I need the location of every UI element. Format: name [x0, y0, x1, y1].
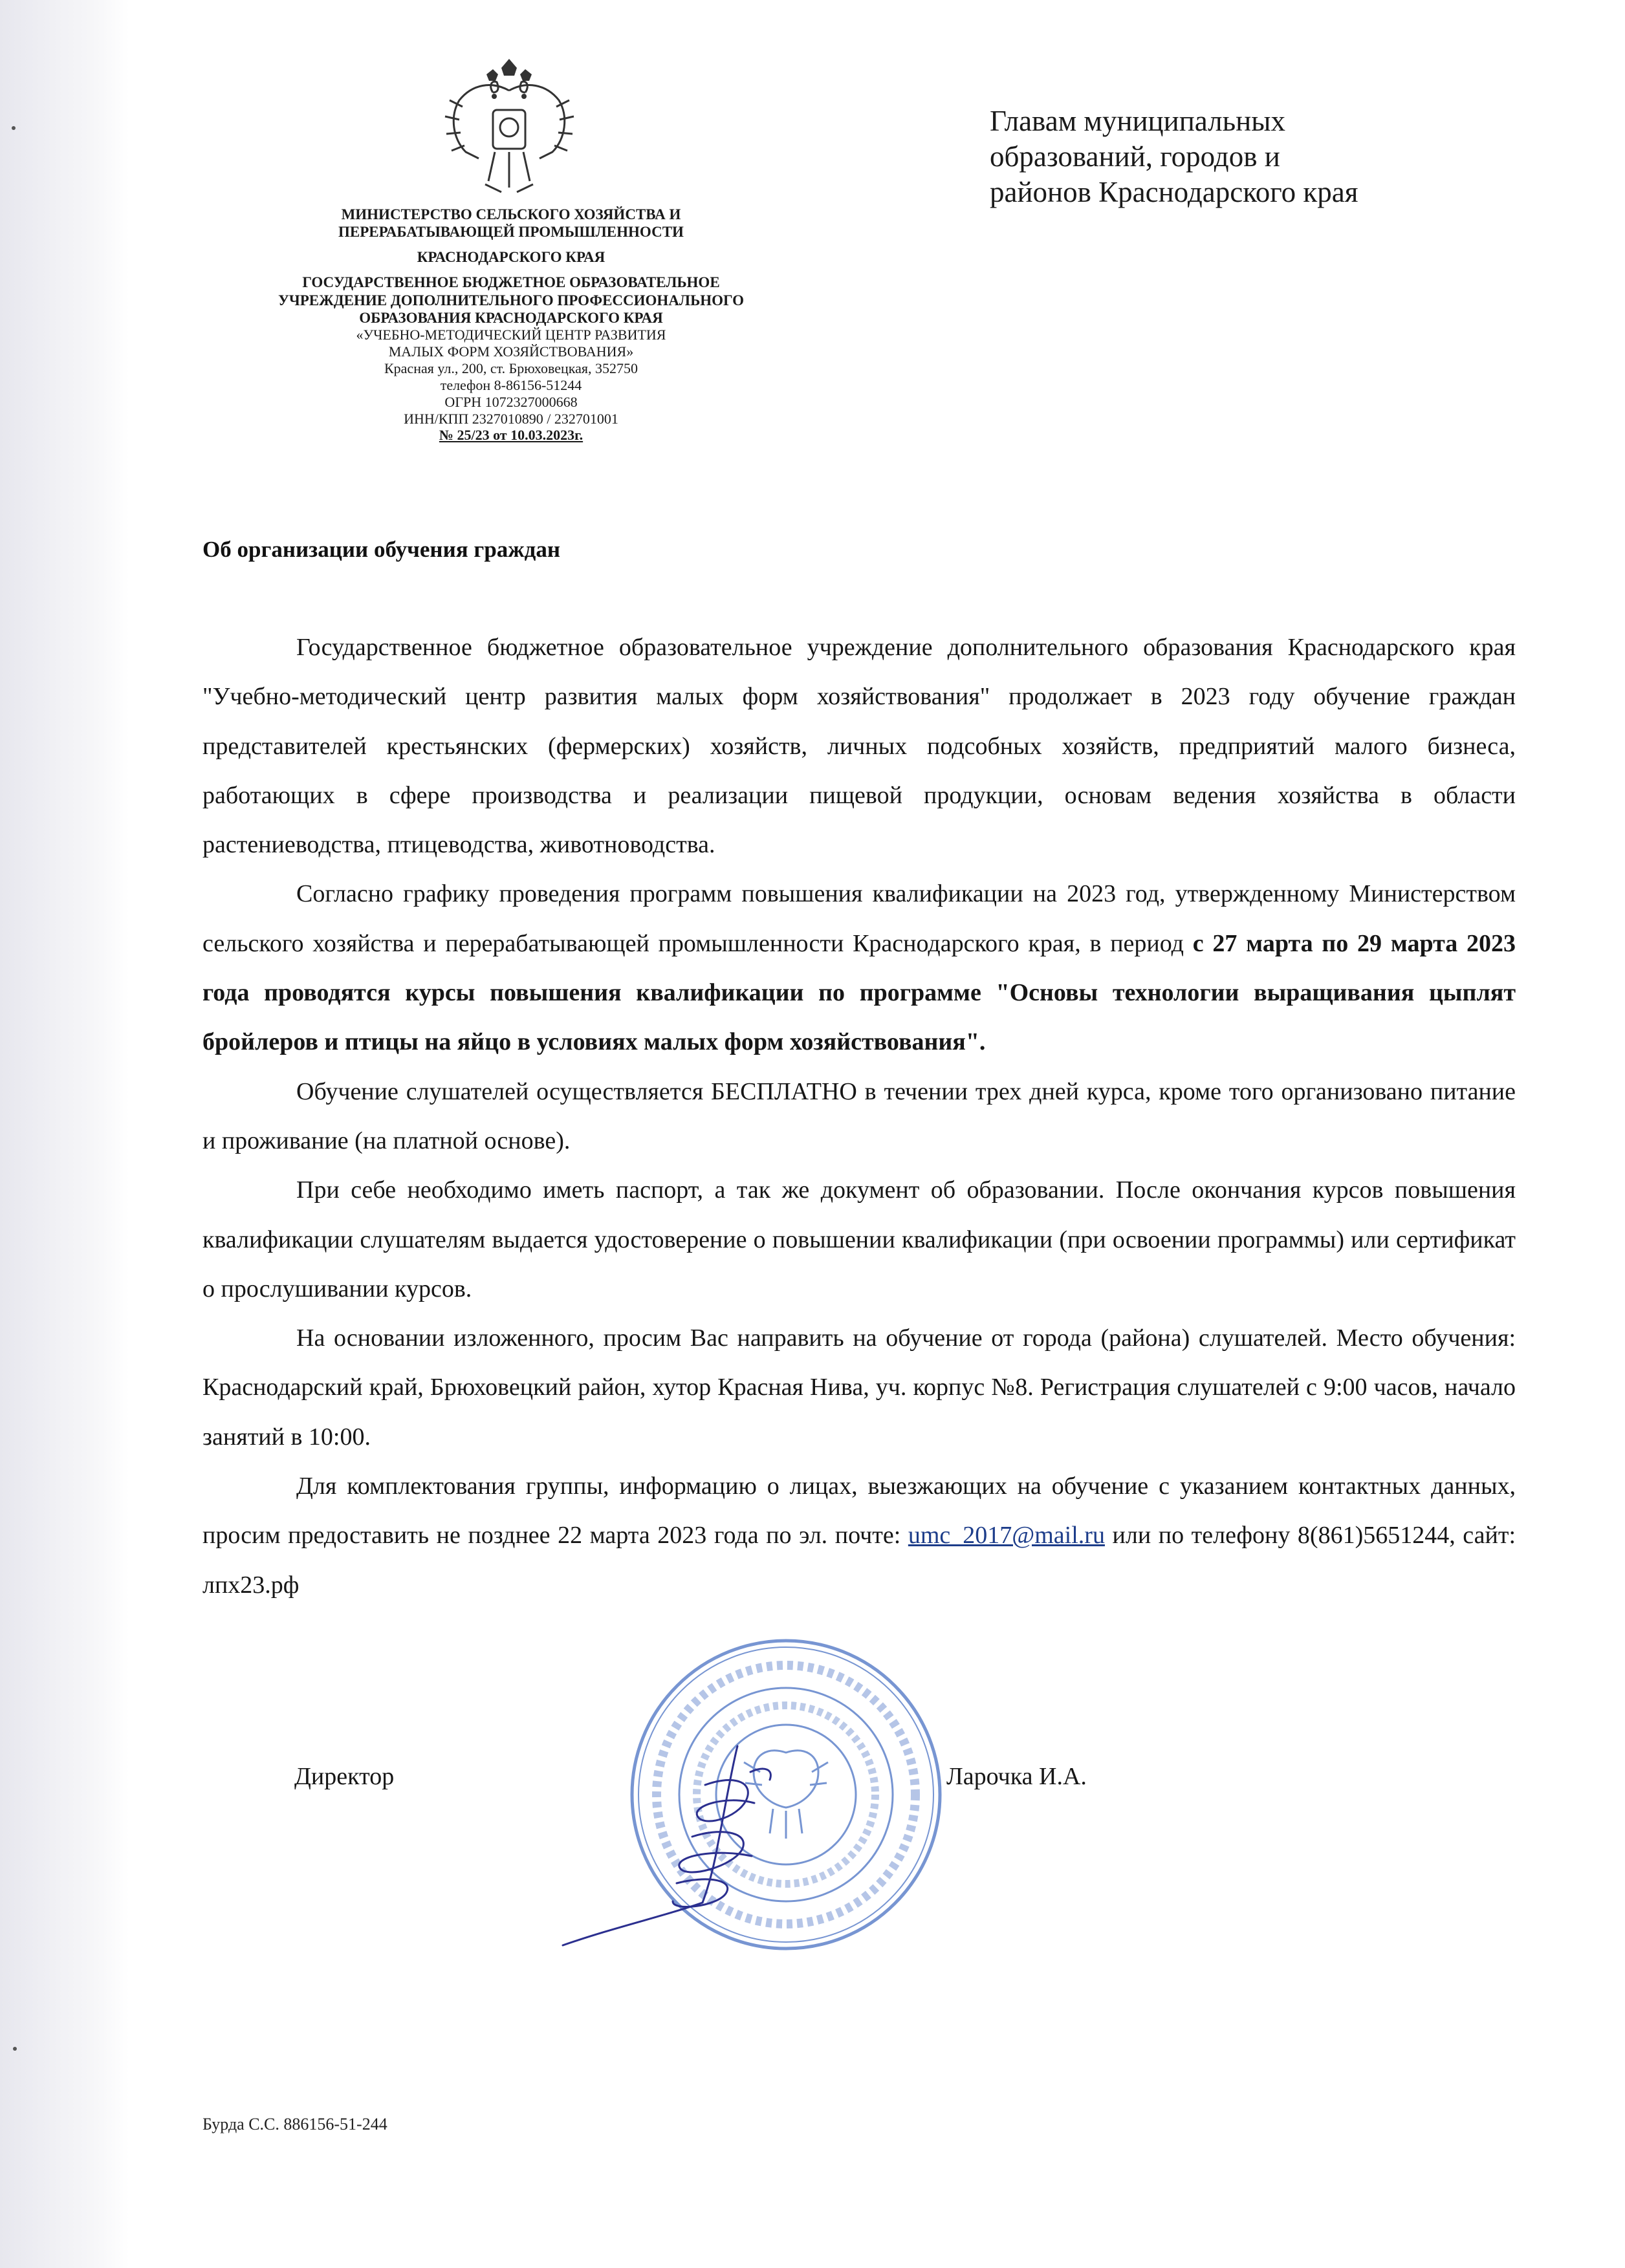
- signatory-name: Ларочка И.А.: [946, 1763, 1087, 1790]
- paragraph-2-intro: Согласно графику проведения программ повышения квалификации на 2023 год, утвержденному Министерством сельского хозяйства и перерабатывающей промышленности Краснодарского края, в период: [202, 880, 1516, 957]
- email-link[interactable]: umc_2017@mail.ru: [908, 1522, 1105, 1550]
- ogrn-line: ОГРН 1072327000668: [444, 393, 578, 410]
- ministry-line-2: ПЕРЕРАБАТЫВАЮЩЕЙ ПРОМЫШЛЕННОСТИ: [338, 224, 684, 241]
- paragraph-1: Государственное бюджетное образовательное учреждение дополнительного образования Краснодарского края "Учебно-методический центр развития малых форм хозяйствования" продолжает в 2023 году обучение граждан представителей крестьянских (фермерских) хозяйств, личных подсобных хозяйств, предприятий малого бизнеса, работающих в сфере производства и реализации пищевой продукции, основам ведения хозяйства в области растениеводства, птицеводства, животноводства.: [202, 634, 1516, 859]
- addressee-line-2: образований, городов и: [990, 140, 1280, 173]
- paragraph-5: На основании изложенного, просим Вас направить на обучение от города (района) слушателей. Место обучения: Краснодарский край, Брюховецкий район, хутор Красная Нива, уч. корпус №8. Регистрация слушателей с 9:00 часов, начало занятий в 10:00.: [202, 1324, 1516, 1451]
- paragraph-3: Обучение слушателей осуществляется БЕСПЛАТНО в течении трех дней курса, кроме того организовано питание и проживание (на платной основе).: [202, 1077, 1516, 1154]
- paragraph-4: При себе необходимо иметь паспорт, а так же документ об образовании. После окончания курсов повышения квалификации слушателям выдается удостоверение о повышении квалификации (при освоении программы) или сертификат о прослушивании курсов.: [202, 1176, 1516, 1302]
- letter-body: [202, 623, 1516, 1610]
- reference-number: № 25/23 от 10.03.2023г.: [439, 427, 583, 444]
- course-dates-highlight: с 27 марта по 29 марта 2023 года проводятся курсы повышения квалификации по программе "Основы технологии выращивания цыплят бройлеров и птицы на яйцо в условиях малых форм хозяйствования".: [202, 929, 1516, 1056]
- institution-line-1: ГОСУДАРСТВЕННОЕ БЮДЖЕТНОЕ ОБРАЗОВАТЕЛЬНОЕ: [302, 274, 720, 291]
- paragraph-6-outro: или по телефону 8(861)5651244, сайт: лпх23.рф: [202, 1522, 1516, 1599]
- signature-row: [294, 1762, 1200, 1801]
- addressee-line-3: районов Краснодарского края: [990, 176, 1358, 208]
- center-name-line-1: «УЧЕБНО-МЕТОДИЧЕСКИЙ ЦЕНТР РАЗВИТИЯ: [356, 326, 666, 343]
- executor-footer: Бурда С.С. 886156-51-244: [202, 2115, 387, 2133]
- letter-subject: Об организации обучения граждан: [202, 537, 561, 562]
- coat-of-arms-icon: [440, 55, 579, 200]
- institution-line-2: УЧРЕЖДЕНИЕ ДОПОЛНИТЕЛЬНОГО ПРОФЕССИОНАЛЬНОГО: [278, 292, 745, 308]
- signatory-title: Директор: [294, 1763, 395, 1790]
- addressee-line-1: Главам муниципальных: [990, 105, 1285, 137]
- region-line: КРАСНОДАРСКОГО КРАЯ: [417, 249, 605, 266]
- center-name-line-2: МАЛЫХ ФОРМ ХОЗЯЙСТВОВАНИЯ»: [388, 343, 634, 360]
- inn-line: ИНН/КПП 2327010890 / 232701001: [404, 410, 618, 427]
- paragraph-6-intro: Для комплектования группы, информацию о лицах, выезжающих на обучение с указанием контактных данных, просим предоставить не позднее 22 марта 2023 года по эл. почте:: [202, 1473, 1516, 1550]
- scan-edge-shadow: [0, 0, 129, 2268]
- address-line: Красная ул., 200, ст. Брюховецкая, 352750: [384, 360, 638, 376]
- paragraph-2: [202, 869, 1516, 1066]
- scan-speck: [13, 2047, 17, 2051]
- letterhead: [207, 206, 815, 444]
- paragraph-6: [202, 1462, 1516, 1610]
- institution-line-3: ОБРАЗОВАНИЯ КРАСНОДАРСКОГО КРАЯ: [359, 309, 663, 326]
- addressee-block: [990, 103, 1540, 210]
- scan-speck: [12, 126, 16, 130]
- phone-line: телефон 8-86156-51244: [440, 376, 582, 393]
- ministry-line-1: МИНИСТЕРСТВО СЕЛЬСКОГО ХОЗЯЙСТВА И: [341, 206, 681, 222]
